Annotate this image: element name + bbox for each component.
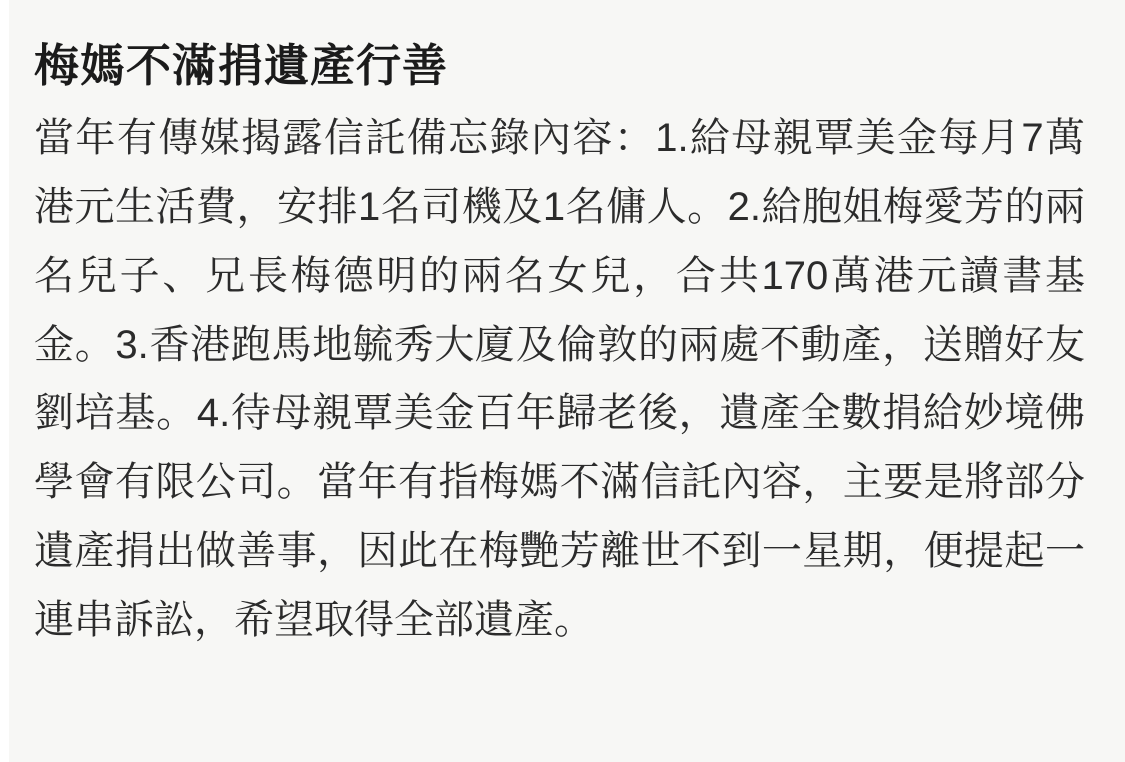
left-margin-rule bbox=[0, 0, 9, 762]
article-body-text: 當年有傳媒揭露信託備忘錄內容：1.給母親覃美金每月7萬港元生活費，安排1名司機及1名傭人。2.給胞姐梅愛芳的兩名兒子、兄長梅德明的兩名女兒，合共170萬港元讀書基金。3.香港跑馬地毓秀大廈及倫敦的兩處不動產，送贈好友劉培基。4.待母親覃美金百年歸老後，遺產全數捐給妙境佛學會有限公司。當年有指梅媽不滿信託內容，主要是將部分遺產捐出做善事，因此在梅艷芳離世不到一星期，便提起一連串訴訟，希望取得全部遺產。 bbox=[34, 116, 1085, 642]
page-title: 梅媽不滿捐遺產行善 bbox=[34, 40, 449, 91]
